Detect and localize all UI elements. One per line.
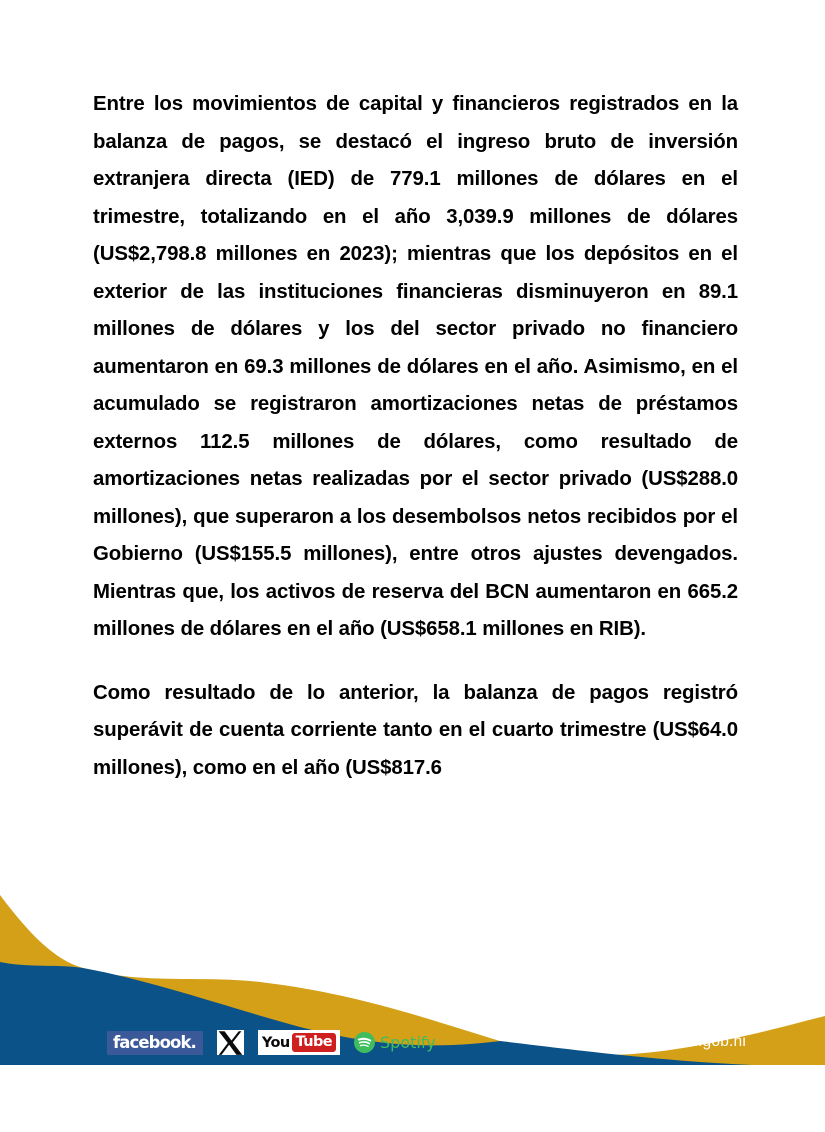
spotify-icon[interactable] bbox=[354, 1032, 436, 1053]
x-twitter-icon[interactable] bbox=[217, 1030, 244, 1055]
social-media-bar bbox=[107, 1030, 436, 1055]
footer-wave-graphic bbox=[0, 890, 825, 1068]
document-body bbox=[93, 86, 738, 787]
youtube-icon[interactable] bbox=[258, 1030, 340, 1055]
spotify-label: Spotify bbox=[380, 1032, 436, 1052]
youtube-label-tube: Tube bbox=[292, 1033, 336, 1052]
facebook-icon[interactable]: facebook. bbox=[107, 1031, 203, 1055]
paragraph-capital-movements: Entre los movimientos de capital y financieros registrados en la balanza de pagos, se destacó el ingreso bruto de inversión extranjera directa (IED) de 779.1 millones de dólares en el trimestre, totalizando en el año 3,039.9 millones de dólares (US$2,798.8 millones en 2023); mientras que los depósitos en el exterior de las instituciones financieras disminuyeron en 89.1 millones de dólares y los del sector privado no financiero aumentaron en 69.3 millones de dólares en el año. Asimismo, en el acumulado se registraron amortizaciones netas de préstamos externos 112.5 millones de dólares, como resultado de amortizaciones netas realizadas por el sector privado (US$288.0 millones), que superaron a los desembolsos netos recibidos por el Gobierno (US$155.5 millones), entre otros ajustes devengados. Mientras que, los activos de reserva del BCN aumentaron en 665.2 millones de dólares en el año (US$658.1 millones en RIB). bbox=[93, 93, 738, 640]
paragraph-balance-of-payments-result: Como resultado de lo anterior, la balanza de pagos registró superávit de cuenta corriente tanto en el cuarto trimestre (US$64.0 millones), como en el año (US$817.6 bbox=[93, 681, 738, 779]
website-url[interactable]: www.bcn.gob.ni bbox=[634, 1033, 746, 1050]
youtube-label-you: You bbox=[261, 1034, 290, 1051]
